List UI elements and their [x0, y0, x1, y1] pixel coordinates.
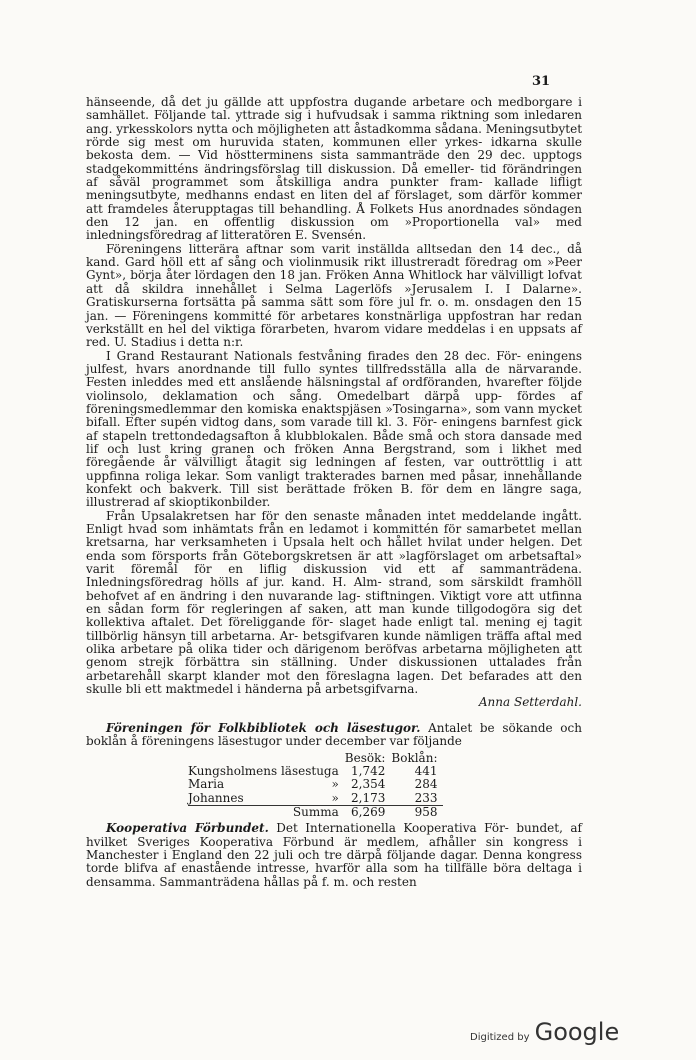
statistics-table: [188, 752, 443, 820]
table-row: Kungsholmens läsestuga 1,742 441: [188, 763, 438, 778]
signature: Anna Setterdahl.: [478, 695, 582, 710]
paragraph-1: hänseende, då det ju gällde att uppfostra dugande arbetare och medborgare i samhället. Följande tal. yttrade sig i hufvudsak i samma riktning som inledaren ang. yrkesskolors nytta och möjligheten att åstadkomma sådana. Meningsutbytet rörde sig mest om huruvida staten, kommunen eller yrkes- idkarna skulle bekosta dem. — Vid höstterminens sista sammanträde den 29 dec. upptogs stadgekommitténs ändringsförslag till diskussion. Då emeller- tid förändringen af såväl programmet som åtskilliga andra punkter fram- kallade lifligt meningsutbyte, medhanns endast en liten del af förslaget, som därför kommer att framdeles återupptagas till behandling. Å Folkets Hus anordnades söndagen den 12 jan. en offentlig diskussion om »Proportionella val» med inledningsföredrag af litteratören E. Svensén.: [86, 95, 583, 243]
statistics-table-wrap: [188, 752, 582, 820]
table-row: Maria » 2,354 284: [188, 777, 438, 792]
article-body: [86, 96, 582, 889]
google-logo: Google: [534, 1018, 620, 1046]
table-sum-row: Summa 6,269 958: [188, 805, 443, 819]
section-title-kooperativa: Kooperativa Förbundet.: [106, 821, 269, 836]
section-kooperativa: Kooperativa Förbundet. Det Internationella Kooperativa För- bundet, af hvilket Sveriges Kooperativa Förbund är medlem, afhåller sin kongress i Manchester i England den 22 juli och tre därpå följande dagar. Denna kongress torde blifva af enastående intresse, hvarför alla som ha tillfälle böra deltaga i densamma. Sammanträdena hållas på f. m. och resten: [86, 821, 582, 889]
paragraph-2: Föreningens litterära aftnar som varit inställda alltsedan den 14 dec., då kand. Gard höll ett af sång och violinmusik rikt illustreradt föredrag om »Peer Gynt», börja åter lördagen den 18 jan. Fröken Anna Whitlock har välvilligt lofvat att då skildra innehållet i Selma Lagerlöfs »Jerusalem I. I Dalarne». Gratiskurserna fortsätta på samma sätt som före jul fr. o. m. onsdagen den 15 jan. — Föreningens kommitté för arbetares konstnärliga uppfostran har redan verkställt en hel del viktiga förarbeten, hvarom vidare meddelas i en uppsats af red. U. Stadius i detta n:r.: [86, 241, 582, 350]
section-title-folkbibliotek: Föreningen för Folkbibliotek och läsestugor.: [106, 720, 421, 735]
table-header-row: [188, 752, 443, 765]
page-number: 31: [532, 74, 551, 89]
header-loans: Boklån:: [391, 750, 438, 765]
paragraph-3: I Grand Restaurant Nationals festvåning firades den 28 dec. För- eningens julfest, hvars anordnande till fullo syntes tillfredsställa alla de närvarande. Festen inleddes med ett anslående hälsningstal af ordföranden, hvarefter följde violinsolo, deklamation och sång. Omedelbart därpå upp- fördes af föreningsmedlemmar den komiska enaktspjäsen »Tosingarna», som vann mycket bifall. Efter supén vidtog dans, som varade till kl. 3. För- eningens barnfest gick af stapeln trettondedagsafton å klubblokalen. Både små och stora dansade med lif och lust kring granen och fröken Anna Bergstrand, som i likhet med föregående år välvilligt åtagit sig ledningen af festen, var outtröttlig i att uppfinna roliga lekar. Som vanligt trakterades barnen med påsar, innehållande konfekt och bakverk. Till sist berättade fröken B. för dem en längre saga, illustrerad af skioptikonbilder.: [86, 348, 583, 510]
section-folkbibliotek: Föreningen för Folkbibliotek och läsestugor. Antalet be sökande och boklån å föreningens läsestugor under december var följande: [86, 720, 582, 749]
paragraph-4: Från Upsalakretsen har för den senaste månaden intet meddelande ingått. Enligt hvad som inhämtats från en ledamot i kommittén för samarbetet mellan kretsarna, har verksamheten i Upsala helt och hållet hvilat under helgen. Det enda som försports från Göteborgskretsen är att »lagförslaget om arbetsaftal» varit föremål för en liflig diskussion vid ett af sammanträdena. Inledningsföredrag hölls af jur. kand. H. Alm- strand, som särskildt framhöll behofvet af en ändring i den nuvarande lag- stiftningen. Viktigt vore att utfinna en sådan form för regleringen af saken, att man kunde tillgodogöra sig det kollektiva aftalet. Det föreliggande för- slaget hade enligt tal. mening ej tagit tillbörlig hänsyn till arbetarna. Ar- betsgifvaren kunde nämligen träffa aftal med olika arbetare på olika tider och därigenom beröfvas arbetarna möjligheten att genom strejk förbättra sin ställning. Under diskussionen uttalades från arbetarehåll skarpt klander mot den föreslagna lagen. Det befarades att den skulle bli ett maktmedel i händerna på arbetsgifvarna.: [86, 508, 583, 697]
header-visits: Besök:: [344, 750, 386, 765]
table-row: Johannes » 2,173 233: [188, 790, 438, 805]
digitized-by-google-watermark: Digitized by Google: [470, 1018, 620, 1046]
